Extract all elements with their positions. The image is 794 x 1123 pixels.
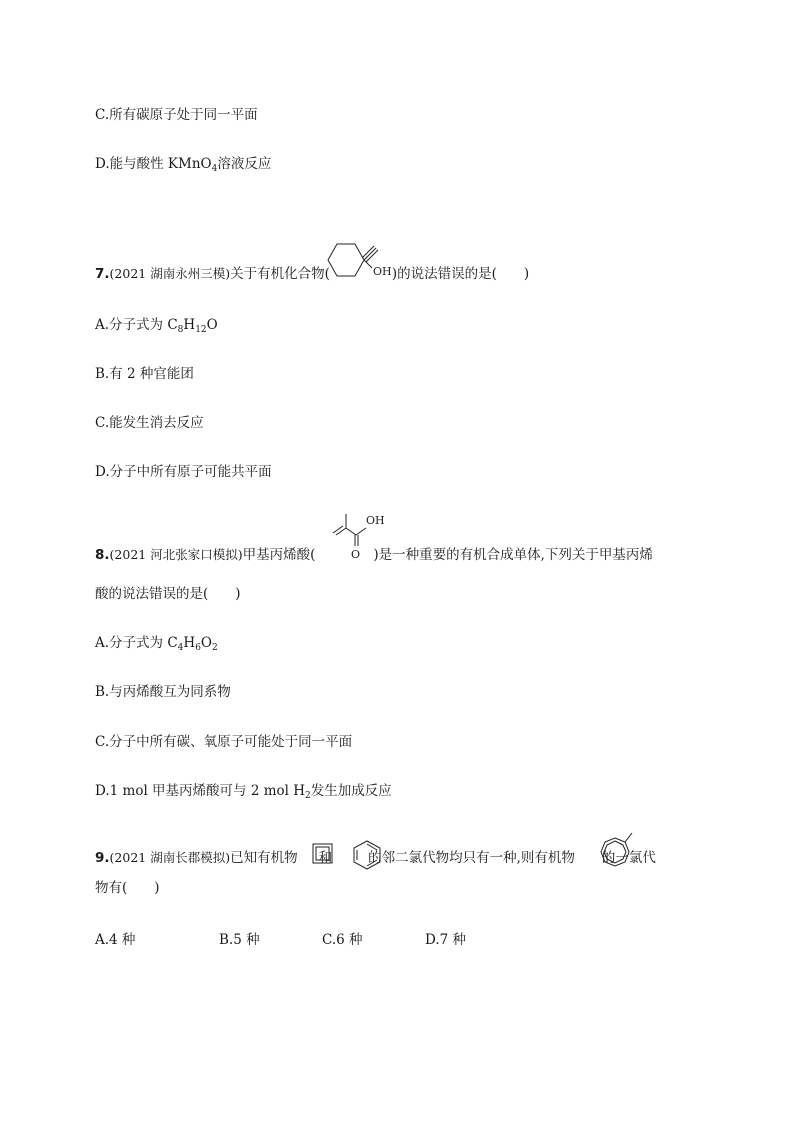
q7-option-c: C.能发生消去反应: [95, 415, 204, 431]
q6-option-d-text-end: 溶液反应: [217, 156, 272, 172]
q6-option-c: C.所有碳原子处于同一平面: [95, 107, 258, 123]
q8-option-a-sub1: 4: [177, 643, 184, 653]
q7-source: (2021 湖南永州三模): [109, 266, 231, 281]
q9-stem-d: 的一氯代: [601, 850, 656, 866]
q9-cyclooctatetraene-ring: [601, 838, 629, 866]
q6-option-d-text: D.能与酸性 KMnO: [95, 156, 212, 172]
q9-option-d: D.7 种: [425, 932, 467, 948]
q7-stem-start: 关于有机化合物(: [230, 266, 330, 282]
q9-source: (2021 湖南长郡模拟): [109, 850, 231, 865]
q8-stem-end: )是一种重要的有机合成单体,下列关于甲基丙烯: [373, 547, 653, 563]
q8-option-a-text: A.分子式为 C: [95, 635, 178, 651]
q7-number: 7.: [95, 266, 110, 282]
q9-methyl-bond: [625, 833, 632, 842]
q8-option-d-text: D.1 mol 甲基丙烯酸可与 2 mol H: [95, 783, 306, 799]
q8-option-a-o: O: [200, 635, 212, 651]
q7-option-a-o: O: [206, 317, 218, 333]
q7-option-a-text: A.分子式为 C: [95, 317, 178, 333]
q8-option-b: B.与丙烯酸互为同系物: [95, 684, 231, 700]
q8-option-d-subscript: 2: [305, 791, 311, 801]
q8-option-a-sub3: 2: [212, 643, 218, 653]
q7-oh-label: OH: [373, 265, 392, 278]
q8-o-label: O: [351, 548, 361, 561]
q8-oh-label: OH: [366, 514, 385, 527]
q6-option-d-subscript: 4: [211, 164, 218, 174]
q7-option-b: B.有 2 种官能团: [95, 366, 194, 382]
q8-stem-line2: 酸的说法错误的是( ): [95, 586, 241, 602]
q9-benzene-ring: [354, 841, 380, 869]
q7-option-d: D.分子中所有原子可能共平面: [95, 464, 272, 480]
q9-option-a: A.4 种: [95, 932, 136, 948]
q7-stem-end: )的说法错误的是( ): [391, 266, 530, 282]
q9-stem-b: 和: [318, 850, 333, 866]
q9-number: 9.: [95, 850, 110, 866]
q8-option-a-sub2: 6: [195, 643, 201, 653]
q9-option-c: C.6 种: [322, 932, 363, 948]
q9-stem-a: 已知有机物: [230, 850, 298, 866]
q8-option-c: C.分子中所有碳、氧原子可能处于同一平面: [95, 734, 353, 750]
q8-source: (2021 河北张家口模拟): [109, 547, 243, 562]
q9-option-b: B.5 种: [219, 932, 260, 948]
q7-option-a-h: H: [183, 317, 196, 333]
q9-stem-line2: 物有( ): [95, 880, 160, 896]
q9-stem-c: 的邻二氯代物均只有一种,则有机物: [368, 850, 575, 866]
q7-option-a-sub1: 8: [177, 325, 184, 335]
q8-stem-start: 甲基丙烯酸(: [242, 547, 316, 563]
q8-option-d-text-end: 发生加成反应: [310, 783, 392, 799]
q7-option-a-sub2: 12: [195, 325, 207, 335]
q8-number: 8.: [95, 547, 110, 563]
q8-option-a-h: H: [183, 635, 196, 651]
